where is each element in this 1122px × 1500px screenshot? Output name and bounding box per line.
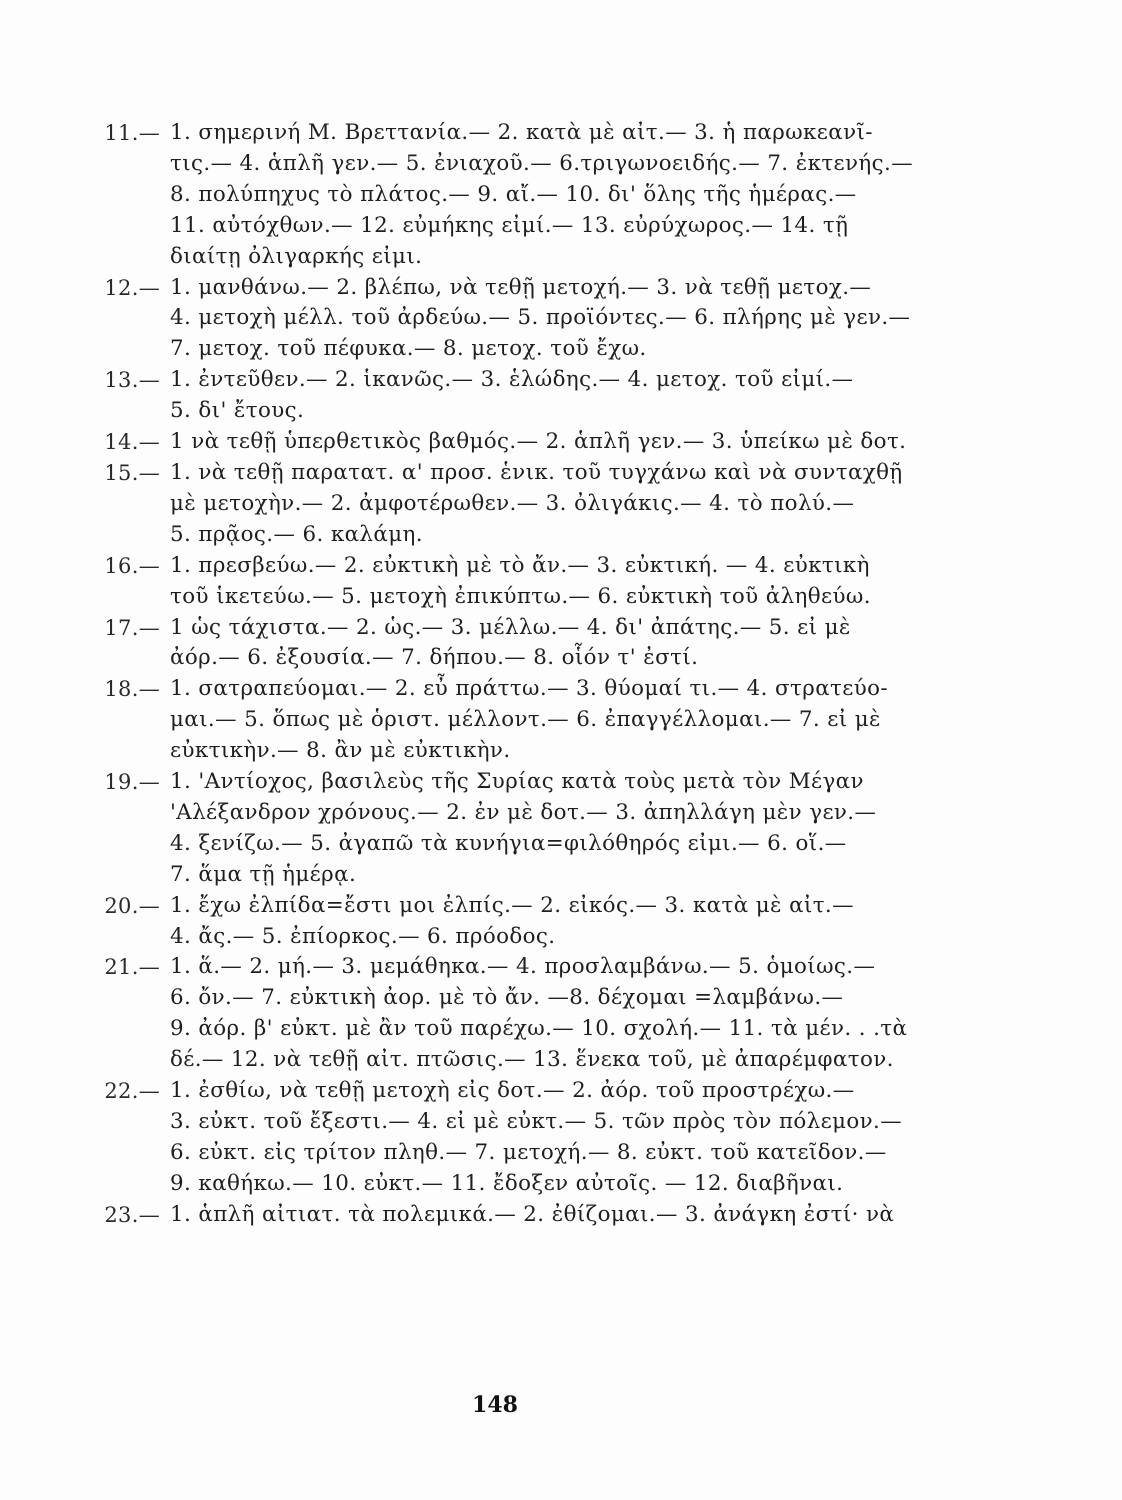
exercise-entry (70, 551, 970, 613)
answer-line: μὲ μετοχὴν.— 2. ἀμφοτέρωθεν.— 3. ὀλιγάκις.— 4. τὸ πολύ.— (170, 490, 855, 516)
exercise-number: 16.— (104, 553, 160, 578)
exercise-number: 14.— (104, 430, 160, 455)
exercise-answers (166, 118, 970, 273)
exercise-answers (166, 427, 970, 458)
exercise-number: 17.— (104, 615, 160, 640)
exercise-answers (166, 365, 970, 427)
exercise-entry (70, 1076, 970, 1200)
answer-line: 7. μετοχ. τοῦ πέφυκα.— 8. μετοχ. τοῦ ἔχω. (170, 336, 647, 362)
exercise-number: 19.— (104, 770, 160, 795)
answer-line: 1 ὡς τάχιστα.— 2. ὡς.— 3. μέλλω.— 4. δι' ἀπάτης.— 5. εἰ μὲ (170, 614, 851, 640)
exercise-entry (70, 952, 970, 1076)
exercise-answers (166, 674, 970, 767)
exercise-entry (70, 891, 970, 953)
answer-line: 1. ἔχω ἐλπίδα=ἔστι μοι ἐλπίς.— 2. εἰκός.— 3. κατὰ μὲ αἰτ.— (170, 892, 854, 918)
answer-line: 8. πολύπηχυς τὸ πλάτος.— 9. αἴ.— 10. δι' ὅλης τῆς ἡμέρας.— (170, 181, 857, 207)
exercise-number: 20.— (104, 893, 160, 918)
answer-line: 4. μετοχὴ μέλλ. τοῦ ἀρδεύω.— 5. προϊόντες.— 6. πλήρης μὲ γεν.— (170, 305, 911, 331)
exercise-answers (166, 1200, 970, 1231)
exercise-entry (70, 273, 970, 366)
answer-line: 1. σημερινή Μ. Βρεττανία.— 2. κατὰ μὲ αἰτ.— 3. ἡ παρωκεανῖ- (170, 120, 873, 145)
answer-line: 1. νὰ τεθῇ παρατατ. α' προσ. ἑνικ. τοῦ τυγχάνω καὶ νὰ συνταχθῇ (170, 459, 903, 485)
answer-line: 4. ξενίζω.— 5. ἀγαπῶ τὰ κυνήγια=φιλόθηρός εἰμι.— 6. οἵ.— (170, 830, 847, 856)
answer-line: 4. ἄς.— 5. ἐπίορκος.— 6. πρόοδος. (170, 923, 556, 949)
answer-line: 9. καθήκω.— 10. εὐκτ.— 11. ἔδοξεν αὐτοῖς. — 12. διαβῆναι. (170, 1170, 844, 1196)
exercise-answers (166, 273, 970, 366)
exercise-answers (166, 891, 970, 953)
exercise-entry (70, 458, 970, 551)
answer-line: μαι.— 5. ὅπως μὲ ὁριστ. μέλλοντ.— 6. ἐπαγγέλλομαι.— 7. εἰ μὲ (170, 707, 881, 733)
answer-line: 1. 'Αντίοχος, βασιλεὺς τῆς Συρίας κατὰ τοὺς μετὰ τὸν Μέγαν (170, 769, 864, 795)
answer-line: 1. ἐσθίω, νὰ τεθῇ μετοχὴ εἰς δοτ.— 2. ἀόρ. τοῦ προστρέχω.— (170, 1078, 855, 1104)
answer-line: 11. αὐτόχθων.— 12. εὐμήκης εἰμί.— 13. εὐρύχωρος.— 14. τῇ (170, 212, 849, 238)
answer-line: 5. πρᾷος.— 6. καλάμη. (170, 521, 423, 547)
answer-line: 6. ὄν.— 7. εὐκτικὴ ἀορ. μὲ τὸ ἄν. —8. δέχομαι =λαμβάνω.— (170, 985, 844, 1011)
answer-line: 1. ἅ.— 2. μή.— 3. μεμάθηκα.— 4. προσλαμβάνω.— 5. ὁμοίως.— (170, 954, 876, 980)
exercise-number: 22.— (104, 1079, 160, 1104)
answer-line: 6. εὐκτ. εἰς τρίτον πληθ.— 7. μετοχή.— 8. εὐκτ. τοῦ κατεῖδον.— (170, 1139, 887, 1165)
exercise-answers (166, 767, 970, 891)
exercise-number: 13.— (104, 368, 160, 393)
exercise-entry (70, 674, 970, 767)
exercise-number: 21.— (104, 955, 160, 980)
answer-line: 5. δι' ἔτους. (170, 398, 305, 424)
answer-key-list (70, 118, 970, 1231)
answer-line: 9. ἀόρ. β' εὐκτ. μὲ ἂν τοῦ παρέχω.— 10. σχολή.— 11. τὰ μέν. . .τὰ (170, 1016, 908, 1042)
answer-line: 1. ἁπλῆ αἰτιατ. τὰ πολεμικά.— 2. ἐθίζομαι.— 3. ἀνάγκη ἐστί· νὰ (170, 1201, 895, 1227)
exercise-answers (166, 458, 970, 551)
exercise-entry (70, 613, 970, 675)
answer-line: διαίτῃ ὀλιγαρκής εἰμι. (170, 243, 423, 269)
answer-line: τις.— 4. ἁπλῆ γεν.— 5. ἐνιαχοῦ.— 6.τριγωνοειδής.— 7. ἐκτενής.— (170, 150, 913, 176)
answer-line: 3. εὐκτ. τοῦ ἔξεστι.— 4. εἰ μὲ εὐκτ.— 5. τῶν πρὸς τὸν πόλεμον.— (170, 1109, 903, 1134)
answer-line: 1. σατραπεύομαι.— 2. εὖ πράττω.— 3. θύομαί τι.— 4. στρατεύο- (170, 676, 889, 702)
exercise-answers (166, 613, 970, 675)
exercise-entry (70, 767, 970, 891)
exercise-entry (70, 427, 970, 458)
exercise-number: 18.— (104, 677, 160, 702)
answer-line: 7. ἅμα τῇ ἡμέρᾳ. (170, 861, 357, 887)
page-number: 148 (472, 1392, 518, 1418)
exercise-number: 15.— (104, 460, 160, 485)
answer-line: δέ.— 12. νὰ τεθῇ αἰτ. πτῶσις.— 13. ἕνεκα τοῦ, μὲ ἀπαρέμφατον. (170, 1047, 894, 1073)
answer-line: εὐκτικὴν.— 8. ἂν μὲ εὐκτικὴν. (170, 738, 511, 764)
exercise-number: 23.— (104, 1202, 160, 1227)
exercise-entry (70, 365, 970, 427)
exercise-number: 11.— (104, 121, 160, 145)
answer-line: τοῦ ἱκετεύω.— 5. μετοχὴ ἐπικύπτω.— 6. εὐκτικὴ τοῦ ἀληθεύω. (170, 583, 871, 609)
answer-line: 1. ἐντεῦθεν.— 2. ἱκανῶς.— 3. ἑλώδης.— 4. μετοχ. τοῦ εἰμί.— (170, 367, 854, 393)
exercise-entry (70, 1200, 970, 1231)
exercise-entry (70, 118, 970, 273)
answer-line: 1 νὰ τεθῇ ὑπερθετικὸς βαθμός.— 2. ἁπλῆ γεν.— 3. ὑπείκω μὲ δοτ. (170, 429, 907, 455)
exercise-answers (166, 551, 970, 613)
answer-line: ἀόρ.— 6. ἐξουσία.— 7. δήπου.— 8. οἷόν τ' ἐστί. (170, 645, 699, 671)
answer-line: 'Αλέξανδρον χρόνους.— 2. ἐν μὲ δοτ.— 3. ἀπηλλάγη μὲν γεν.— (170, 799, 877, 825)
exercise-number: 12.— (104, 275, 160, 300)
answer-line: 1. πρεσβεύω.— 2. εὐκτικὴ μὲ τὸ ἄν.— 3. εὐκτική. — 4. εὐκτικὴ (170, 552, 870, 578)
exercise-answers (166, 952, 970, 1076)
exercise-answers (166, 1076, 970, 1200)
answer-line: 1. μανθάνω.— 2. βλέπω, νὰ τεθῇ μετοχή.— 3. νὰ τεθῇ μετοχ.— (170, 274, 872, 300)
